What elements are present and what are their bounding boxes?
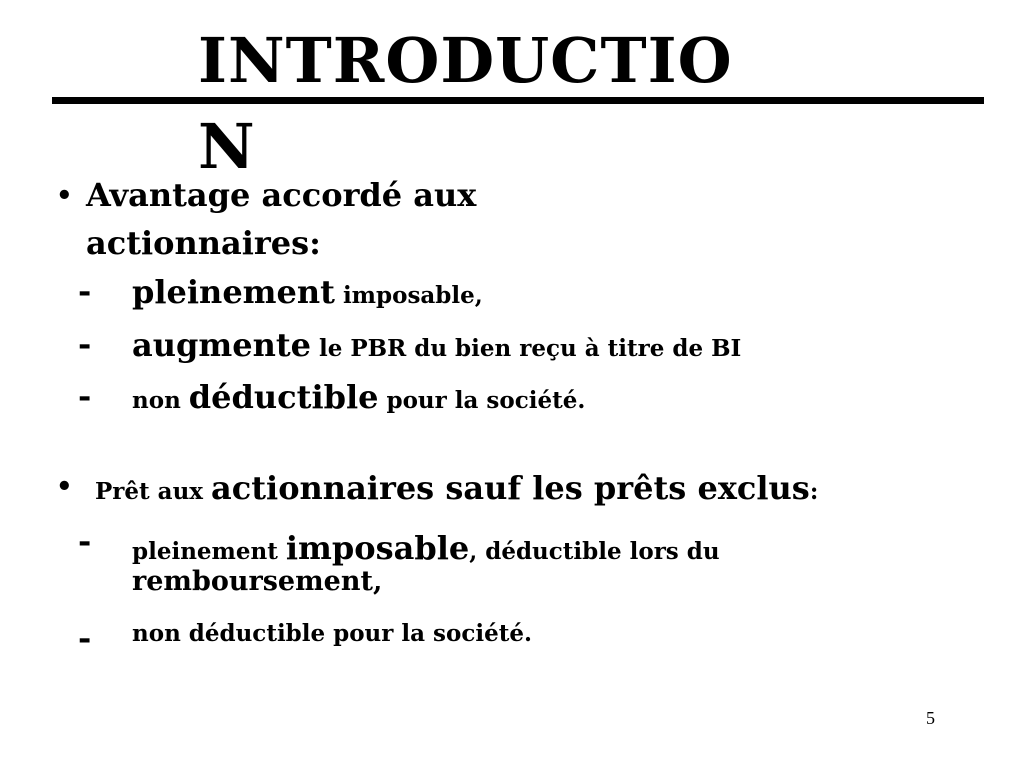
dash-marker: - [78,619,92,657]
dash-marker: - [78,377,92,415]
bullet-marker: • [56,181,73,211]
section1-item-3 [132,378,585,416]
bullet-marker: • [56,472,73,502]
item-text: le PBR du bien reçu à titre de BI [311,335,742,362]
dash-marker: - [78,325,92,363]
section1-heading-line2: actionnaires: [86,224,321,262]
item-text: pour la société. [378,387,586,414]
section2-heading [95,469,818,507]
section2-item-1-line2: remboursement, [132,566,383,597]
dash-marker: - [78,272,92,310]
heading-text: : [809,478,819,505]
item-text: pleinement [132,538,286,565]
section1-heading-line1: Avantage accordé aux [86,176,477,214]
section2-item-1 [132,529,720,567]
item-text: , déductible lors du [469,538,720,565]
section1-item-1 [132,273,483,311]
emphasis-text: déductible [188,378,379,416]
section2-item-2: non déductible pour la société. [132,620,532,647]
emphasis-text: augmente [132,326,311,364]
emphasis-text: pleinement [132,273,335,311]
heading-text: Prêt aux [95,478,212,505]
section1-item-2 [132,326,741,364]
slide-title: INTRODUCTION [198,24,733,183]
emphasis-text: imposable [285,529,470,567]
page-number: 5 [926,708,935,728]
item-text: non [132,387,189,414]
title-underline [52,97,984,104]
dash-marker: - [78,522,92,560]
item-text: imposable, [334,282,483,309]
heading-emphasis: actionnaires sauf les prêts exclus [211,469,810,507]
